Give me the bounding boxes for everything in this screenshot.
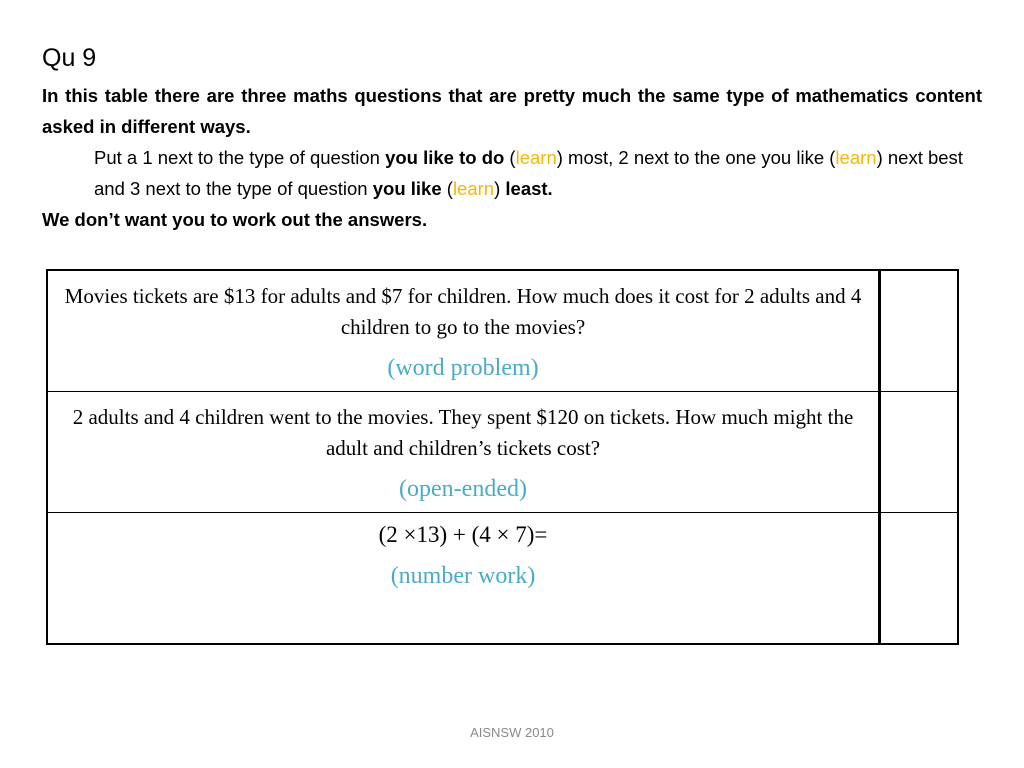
- instructions: [42, 80, 982, 235]
- questions-table: [46, 269, 959, 645]
- text: ): [494, 178, 506, 199]
- emphasis: you like to do: [385, 147, 505, 168]
- slide-title: Qu 9: [42, 44, 97, 72]
- text: ) most, 2 next to the one you like (: [556, 147, 836, 168]
- highlight-learn: learn: [515, 147, 557, 168]
- text: (: [504, 147, 516, 168]
- table-row: [47, 512, 958, 644]
- instruction-no-answers: We don’t want you to work out the answers.: [42, 209, 428, 230]
- emphasis: you like: [372, 178, 442, 199]
- question-cell: [47, 391, 880, 512]
- table-row: [47, 270, 958, 391]
- text: ) next best and 3 next to the type of question: [94, 147, 963, 199]
- question-cell: [47, 270, 880, 391]
- highlight-learn: learn: [452, 178, 495, 199]
- rank-answer-cell[interactable]: [880, 512, 959, 644]
- instruction-intro: In this table there are three maths questions that are pretty much the same type of mathematics content asked in different ways.: [42, 85, 982, 137]
- highlight-learn: learn: [835, 147, 877, 168]
- footer-credit: AISNSW 2010: [470, 725, 554, 740]
- question-text: Movies tickets are $13 for adults and $7 for children. How much does it cost for 2 adults and 4 children to go to the movies?: [64, 284, 862, 339]
- question-type-label: (number work): [390, 562, 536, 589]
- text: Put a 1 next to the type of question: [94, 147, 386, 168]
- question-text: (2 ×13) + (4 × 7)=: [378, 521, 548, 547]
- question-cell: [47, 512, 880, 644]
- question-type-label: (open-ended): [399, 475, 527, 502]
- question-type-label: (word problem): [387, 355, 539, 381]
- rank-answer-cell[interactable]: [880, 391, 959, 512]
- table-row: [47, 391, 958, 512]
- question-text: 2 adults and 4 children went to the movies. They spent $120 on tickets. How much might the adult and children’s tickets cost?: [72, 404, 854, 460]
- instruction-ranking: [94, 142, 982, 204]
- rank-answer-cell[interactable]: [880, 270, 959, 391]
- emphasis: least.: [505, 178, 553, 199]
- text: (: [441, 178, 453, 199]
